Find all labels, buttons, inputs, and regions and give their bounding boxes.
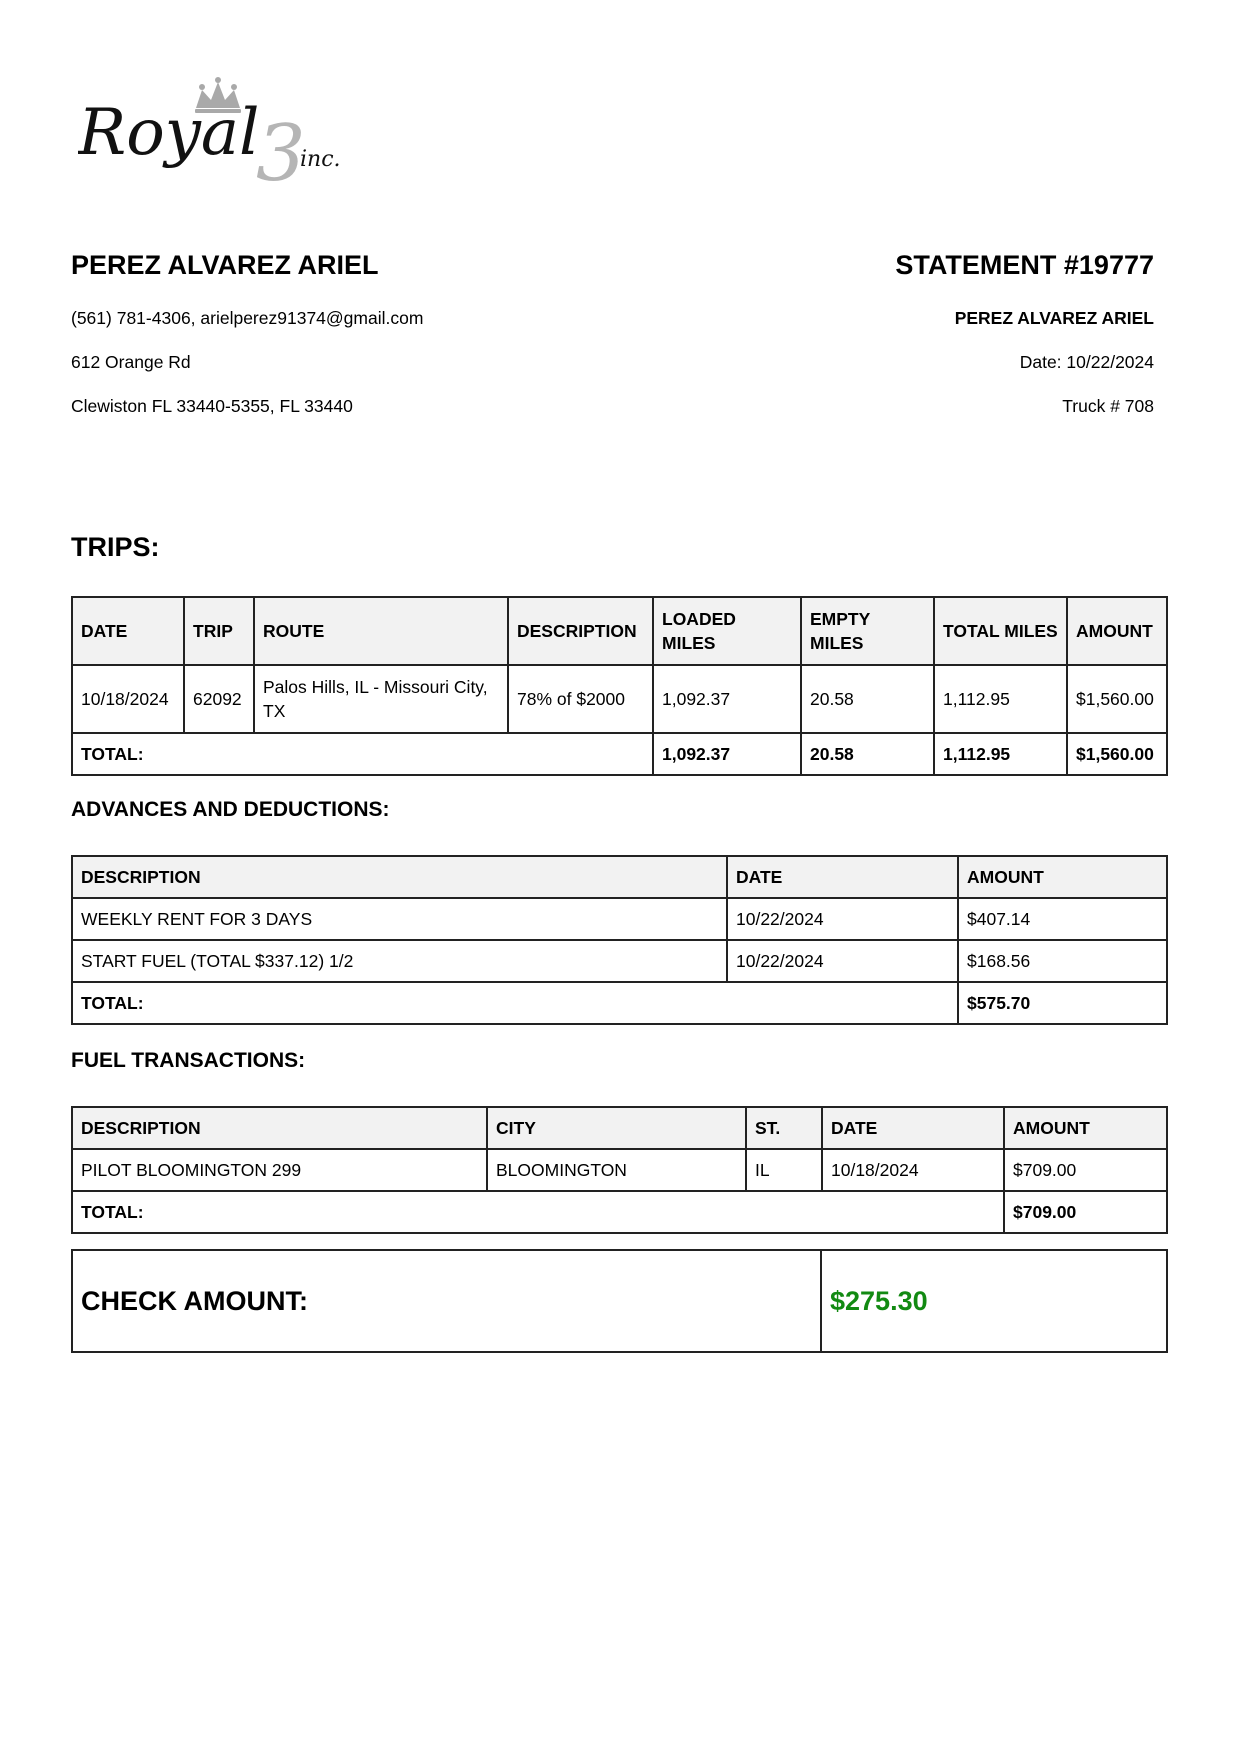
statement-info <box>634 248 1154 416</box>
trips-title: TRIPS: <box>71 532 160 562</box>
trip-amount: $1,560.00 <box>1067 665 1167 733</box>
company-logo <box>78 76 378 188</box>
fuel-description: PILOT BLOOMINGTON 299 <box>72 1149 487 1191</box>
driver-name: PEREZ ALVAREZ ARIEL <box>71 250 379 280</box>
advance-amount: $168.56 <box>958 940 1167 982</box>
driver-address-line2: Clewiston FL 33440-5355, FL 33440 <box>71 396 353 416</box>
column-header: ST. <box>746 1107 822 1149</box>
column-header: AMOUNT <box>958 856 1167 898</box>
column-header: AMOUNT <box>1067 597 1167 665</box>
logo-word: Royal <box>78 96 260 170</box>
advance-description: START FUEL (TOTAL $337.12) 1/2 <box>72 940 727 982</box>
column-header: DATE <box>727 856 958 898</box>
fuel-city: BLOOMINGTON <box>487 1149 746 1191</box>
column-header: DATE <box>72 597 184 665</box>
total-amount: $575.70 <box>958 982 1167 1024</box>
fuel-amount: $709.00 <box>1004 1149 1167 1191</box>
table-row <box>72 898 1167 940</box>
total-loaded-miles: 1,092.37 <box>653 733 801 775</box>
trip-total-miles: 1,112.95 <box>934 665 1067 733</box>
logo-numeral: 3 <box>256 109 306 188</box>
advance-date: 10/22/2024 <box>727 940 958 982</box>
driver-address-line1: 612 Orange Rd <box>71 352 191 372</box>
logo-suffix: inc. <box>300 147 341 172</box>
truck-number: Truck # 708 <box>1062 396 1154 416</box>
driver-info <box>71 248 631 416</box>
total-label: TOTAL: <box>72 1191 1004 1233</box>
advance-description: WEEKLY RENT FOR 3 DAYS <box>72 898 727 940</box>
statement-driver-name: PEREZ ALVAREZ ARIEL <box>954 308 1154 328</box>
table-header-row <box>72 597 1167 665</box>
advance-amount: $407.14 <box>958 898 1167 940</box>
column-header: DESCRIPTION <box>72 856 727 898</box>
column-header: TRIP <box>184 597 254 665</box>
check-amount-value: $275.30 <box>821 1250 1167 1352</box>
table-total-row <box>72 733 1167 775</box>
statement-number: STATEMENT #19777 <box>895 250 1154 280</box>
total-empty-miles: 20.58 <box>801 733 934 775</box>
trip-empty-miles: 20.58 <box>801 665 934 733</box>
total-amount: $709.00 <box>1004 1191 1167 1233</box>
advances-title: ADVANCES AND DEDUCTIONS: <box>71 798 390 821</box>
table-header-row <box>72 1107 1167 1149</box>
check-row <box>72 1250 1167 1352</box>
advances-table <box>71 855 1168 1025</box>
table-total-row <box>72 1191 1167 1233</box>
column-header: CITY <box>487 1107 746 1149</box>
trip-description: 78% of $2000 <box>508 665 653 733</box>
fuel-title: FUEL TRANSACTIONS: <box>71 1049 306 1072</box>
statement-date: Date: 10/22/2024 <box>1019 352 1154 372</box>
check-amount-label: CHECK AMOUNT: <box>72 1250 821 1352</box>
column-header: DESCRIPTION <box>72 1107 487 1149</box>
total-total-miles: 1,112.95 <box>934 733 1067 775</box>
check-amount-box <box>71 1249 1168 1353</box>
trips-table <box>71 596 1168 776</box>
trip-date: 10/18/2024 <box>72 665 184 733</box>
column-header: DESCRIPTION <box>508 597 653 665</box>
column-header: ROUTE <box>254 597 508 665</box>
column-header: DATE <box>822 1107 1004 1149</box>
royal3-logo-graphic <box>78 76 378 188</box>
column-header: EMPTY MILES <box>801 597 934 665</box>
table-row <box>72 1149 1167 1191</box>
total-label: TOTAL: <box>72 733 653 775</box>
trip-number: 62092 <box>184 665 254 733</box>
advance-date: 10/22/2024 <box>727 898 958 940</box>
total-label: TOTAL: <box>72 982 958 1024</box>
table-row <box>72 940 1167 982</box>
table-header-row <box>72 856 1167 898</box>
column-header: AMOUNT <box>1004 1107 1167 1149</box>
column-header: LOADED MILES <box>653 597 801 665</box>
column-header: TOTAL MILES <box>934 597 1067 665</box>
fuel-date: 10/18/2024 <box>822 1149 1004 1191</box>
fuel-state: IL <box>746 1149 822 1191</box>
trip-route: Palos Hills, IL - Missouri City, TX <box>254 665 508 733</box>
total-amount: $1,560.00 <box>1067 733 1167 775</box>
table-total-row <box>72 982 1167 1024</box>
table-row <box>72 665 1167 733</box>
fuel-table <box>71 1106 1168 1234</box>
trip-loaded-miles: 1,092.37 <box>653 665 801 733</box>
driver-contact: (561) 781-4306, arielperez91374@gmail.com <box>71 308 424 328</box>
